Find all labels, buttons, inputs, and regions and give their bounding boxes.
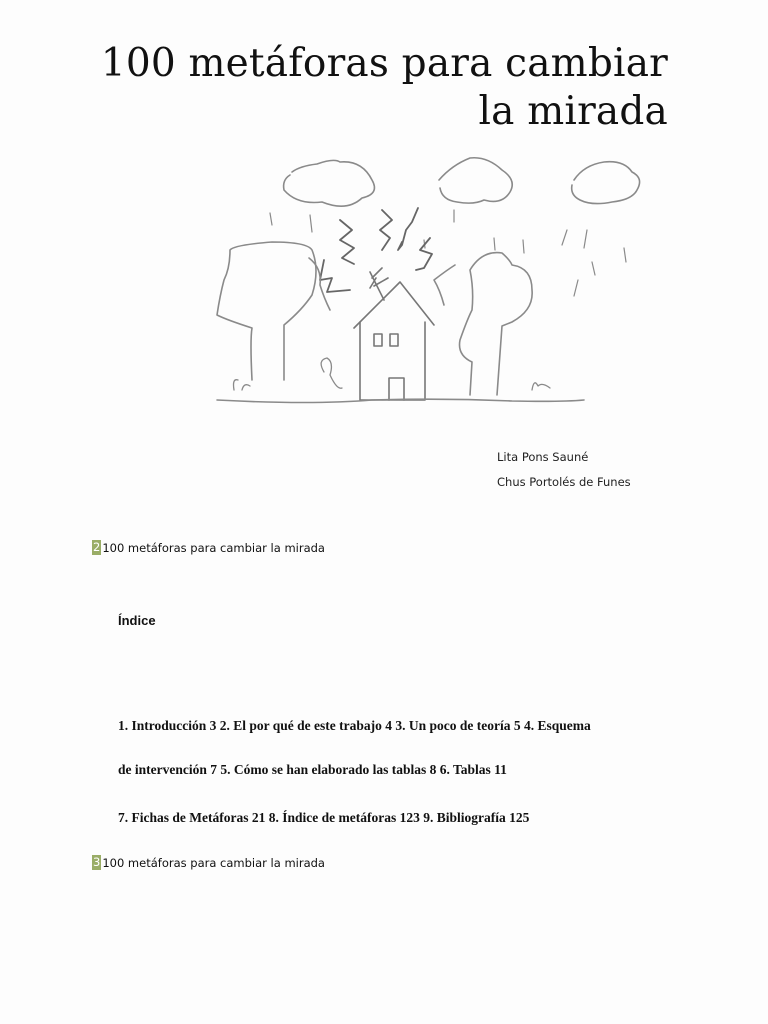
tree-icon: [434, 253, 532, 395]
title-line-2: la mirada: [478, 89, 668, 134]
page-header-2: [92, 540, 325, 555]
toc-line: 7. Fichas de Metáforas 21 8. Índice de metáforas 123 9. Bibliografía 125: [118, 810, 530, 825]
cloud-icon: [439, 158, 512, 203]
page-header-3: [92, 855, 325, 870]
index-heading: Índice: [118, 613, 156, 628]
author-1: Lita Pons Sauné: [497, 450, 589, 464]
house-icon: [354, 268, 434, 400]
document-title: [68, 40, 668, 136]
cover-illustration: [212, 150, 652, 410]
author-2: Chus Portolés de Funes: [497, 475, 631, 489]
title-line-1: 100 metáforas para cambiar: [100, 41, 668, 86]
cloud-icon: [572, 162, 640, 204]
ground-line: [217, 399, 584, 402]
authors-block: [497, 450, 631, 500]
plant-icon: [234, 358, 551, 390]
tree-icon: [217, 242, 330, 380]
page-number-badge: 3: [93, 855, 101, 869]
rain-icon: [270, 210, 626, 296]
toc-line: de intervención 7 5. Cómo se han elaborado las tablas 8 6. Tablas 11: [118, 762, 507, 777]
page-header-text: 100 metáforas para cambiar la mirada: [102, 855, 325, 870]
page-header-text: 100 metáforas para cambiar la mirada: [102, 540, 325, 555]
toc-line: 1. Introducción 3 2. El por qué de este trabajo 4 3. Un poco de teoría 5 4. Esquema: [118, 718, 591, 733]
cloud-icon: [284, 160, 375, 206]
page-number-badge: 2: [93, 540, 101, 554]
